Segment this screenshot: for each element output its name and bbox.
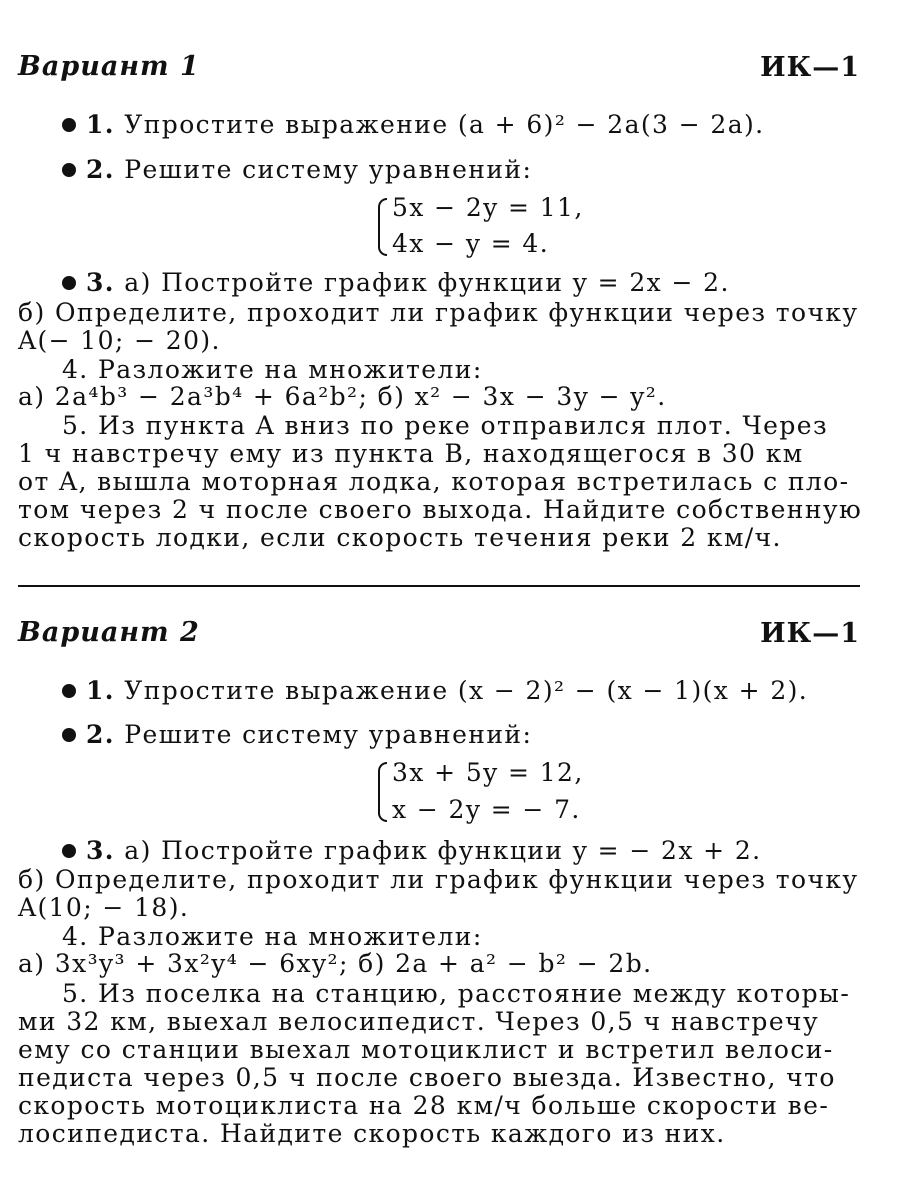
v2-task-5-line: педиста через 0,5 ч после своего выезда. Известно, что — [18, 1063, 836, 1092]
v1-system-eq-1: 5x − 2y = 11, — [392, 193, 584, 222]
v2-system-eq-1: 3x + 5y = 12, — [392, 758, 584, 787]
v1-task-3a-text: а) Постройте график функции y = 2x − 2. — [124, 268, 730, 297]
v1-task-5-line: 5. Из пункта A вниз по реке отправился плот. Через — [62, 411, 828, 440]
v1-task-5-line: 1 ч навстречу ему из пункта B, находящегося в 30 км — [18, 439, 804, 468]
bullet-icon — [62, 163, 76, 177]
variant-1-code: ИК—1 — [760, 52, 860, 83]
v2-task-5-line: 5. Из поселка на станцию, расстояние между которы- — [62, 979, 851, 1008]
v2-task-3a — [62, 836, 762, 866]
v2-system-eq-2: x − 2y = − 7. — [392, 795, 581, 824]
bullet-icon — [62, 684, 76, 698]
v1-task-1 — [62, 110, 765, 140]
variant-1-title: Вариант 1 — [18, 51, 200, 82]
v2-system-brace — [378, 762, 387, 822]
v1-task-2 — [62, 155, 532, 185]
v2-task-2-text: Решите систему уравнений: — [124, 720, 533, 749]
section-divider — [18, 585, 860, 587]
v1-task-4-body: а) 2a⁴b³ − 2a³b⁴ + 6a²b²; б) x² − 3x − 3y − y². — [18, 382, 667, 411]
v1-task-3b-point: A(− 10; − 20). — [18, 326, 221, 355]
v2-task-4-body: а) 3x³y³ + 3x²y⁴ − 6xy²; б) 2a + a² − b² − 2b. — [18, 949, 653, 978]
bullet-icon — [62, 844, 76, 858]
v1-system-brace — [378, 198, 387, 256]
v2-task-5-line: лосипедиста. Найдите скорость каждого из них. — [18, 1119, 726, 1148]
bullet-icon — [62, 728, 76, 742]
v1-task-3b: б) Определите, проходит ли график функции через точку — [18, 298, 859, 327]
v2-task-2-number: 2. — [86, 720, 115, 749]
v2-task-1-text: Упростите выражение (x − 2)² − (x − 1)(x + 2). — [124, 676, 809, 705]
v2-task-3-number: 3. — [86, 836, 115, 865]
variant-2-code: ИК—1 — [760, 618, 860, 649]
v2-task-3b: б) Определите, проходит ли график функции через точку — [18, 865, 859, 894]
v2-task-3b-point: A(10; − 18). — [18, 893, 190, 922]
v1-task-4-title: 4. Разложите на множители: — [62, 355, 483, 384]
v2-task-1 — [62, 676, 808, 706]
v2-task-4-title: 4. Разложите на множители: — [62, 922, 483, 951]
v2-task-5-line: ми 32 км, выехал велосипедист. Через 0,5 ч навстречу — [18, 1007, 820, 1036]
v2-task-1-number: 1. — [86, 676, 115, 705]
v2-task-5-line: скорость мотоциклиста на 28 км/ч больше скорости ве- — [18, 1091, 830, 1120]
v1-task-1-number: 1. — [86, 110, 115, 139]
v2-task-5-line: ему со станции выехал мотоциклист и встретил велоси- — [18, 1035, 834, 1064]
v1-task-3a — [62, 268, 730, 298]
variant-2-title: Вариант 2 — [18, 617, 200, 648]
v1-task-2-text: Решите систему уравнений: — [124, 155, 533, 184]
v2-task-2 — [62, 720, 532, 750]
v1-task-3-number: 3. — [86, 268, 115, 297]
v1-task-2-number: 2. — [86, 155, 115, 184]
bullet-icon — [62, 276, 76, 290]
v1-task-5-line: том через 2 ч после своего выхода. Найдите собственную — [18, 495, 863, 524]
bullet-icon — [62, 118, 76, 132]
v1-system-eq-2: 4x − y = 4. — [392, 229, 550, 258]
v2-task-3a-text: а) Постройте график функции y = − 2x + 2. — [124, 836, 762, 865]
v1-task-5-line: скорость лодки, если скорость течения реки 2 км/ч. — [18, 523, 782, 552]
v1-task-1-text: Упростите выражение (a + 6)² − 2a(3 − 2a). — [124, 110, 765, 139]
v1-task-5-line: от A, вышла моторная лодка, которая встретилась с пло- — [18, 467, 850, 496]
